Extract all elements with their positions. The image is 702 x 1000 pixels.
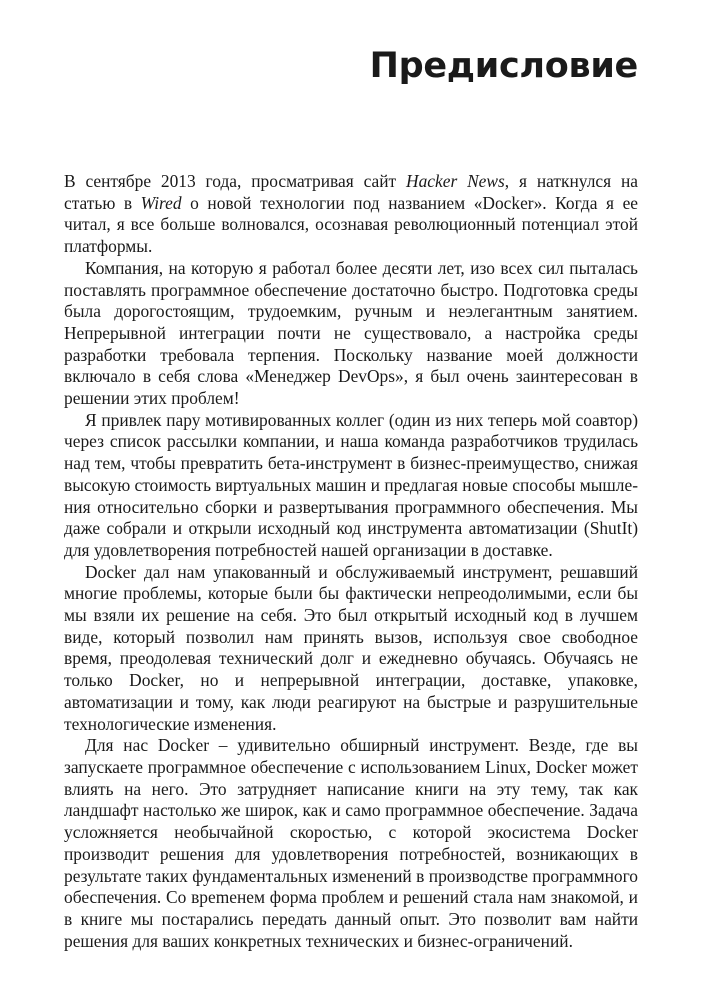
paragraph: [64, 562, 638, 736]
paragraph: [64, 258, 638, 410]
italic-source-name: Wired: [140, 192, 182, 213]
paragraph-text: Для нас Docker – удивительно обширный инструмент. Везде, где вы запускаете программное обеспечение с использованием Linux, Docker может влиять на него. Это затрудняет написание книги на эту тему, так как ландшафт настолько же широк, как и само программное обеспечение. Задача усложняется необычайной скоростью, с которой экосистема Docker производит решения для удовлетворения потребностей, возникающих в результате таких фундаментальных изменений в производстве программного обеспечения. Со вреmенем форма проблем и решений стала нам знакомой, и в книге мы постарались передать данный опыт. Это позволит вам найти решения для ваших конкретных технических и бизнес-ограничений.: [64, 735, 638, 951]
paragraph: [64, 171, 638, 258]
page-title: Предисловие: [369, 46, 638, 86]
paragraph: [64, 735, 638, 952]
paragraph-text: Я привлек пару мотивированных коллег (один из них теперь мой соавтор) через список рассылки компании, и наша команда разработчиков трудилась над тем, чтобы превратить бета-инструмент в бизнес-преимущество, снижая высокую стоимость виртуальных машин и предлагая новые способы мышления относительно сборки и развертывания программного обеспечения. Мы даже собрали и открыли исходный код инструмента автоматизации (ShutIt) для удовлетворения потребностей нашей организации в доставке.: [64, 409, 638, 560]
paragraph-text: Docker дал нам упакованный и обслуживаемый инструмент, решавший многие проблемы, которые были бы фактически непреодолимыми, если бы мы взяли их решение на себя. Это был открытый исходный код в лучшем виде, который позволил нам принять вызов, используя свое свободное время, преодолевая технический долг и ежедневно обучаясь. Обучаясь не только Docker, но и непрерывной интеграции, доставке, упаковке, автоматизации и тому, как люди реагируют на быстрые и разрушительные технологические изменения.: [64, 561, 638, 734]
paragraph-text: В сентябре 2013 года, просматривая сайт: [64, 171, 407, 191]
italic-source-name: Hacker News: [406, 171, 505, 191]
paragraph-text: о новой технологии под названием «Docker». Когда я ее читал, я все больше волновался, осознавая революционный потенциал этой платформы.: [64, 192, 639, 257]
paragraph-text: Компания, на которую я работал более десяти лет, изо всех сил пыталась поставлять программное обеспечение достаточно быстро. Подготовка среды была дорогостоящим, трудоемким, ручным и неэлегантным занятием. Непрерывной интеграции почти не существовало, а настройка среды разработки требовала терпения. Поскольку название моей должности включало в себя слова «Менеджер DevOps», я был очень заинтересован в решении этих проблем!: [64, 257, 638, 409]
paragraph: [64, 410, 638, 562]
preface-body: [64, 171, 638, 952]
paragraph-text: , я наткнулся на статью в: [64, 171, 638, 213]
